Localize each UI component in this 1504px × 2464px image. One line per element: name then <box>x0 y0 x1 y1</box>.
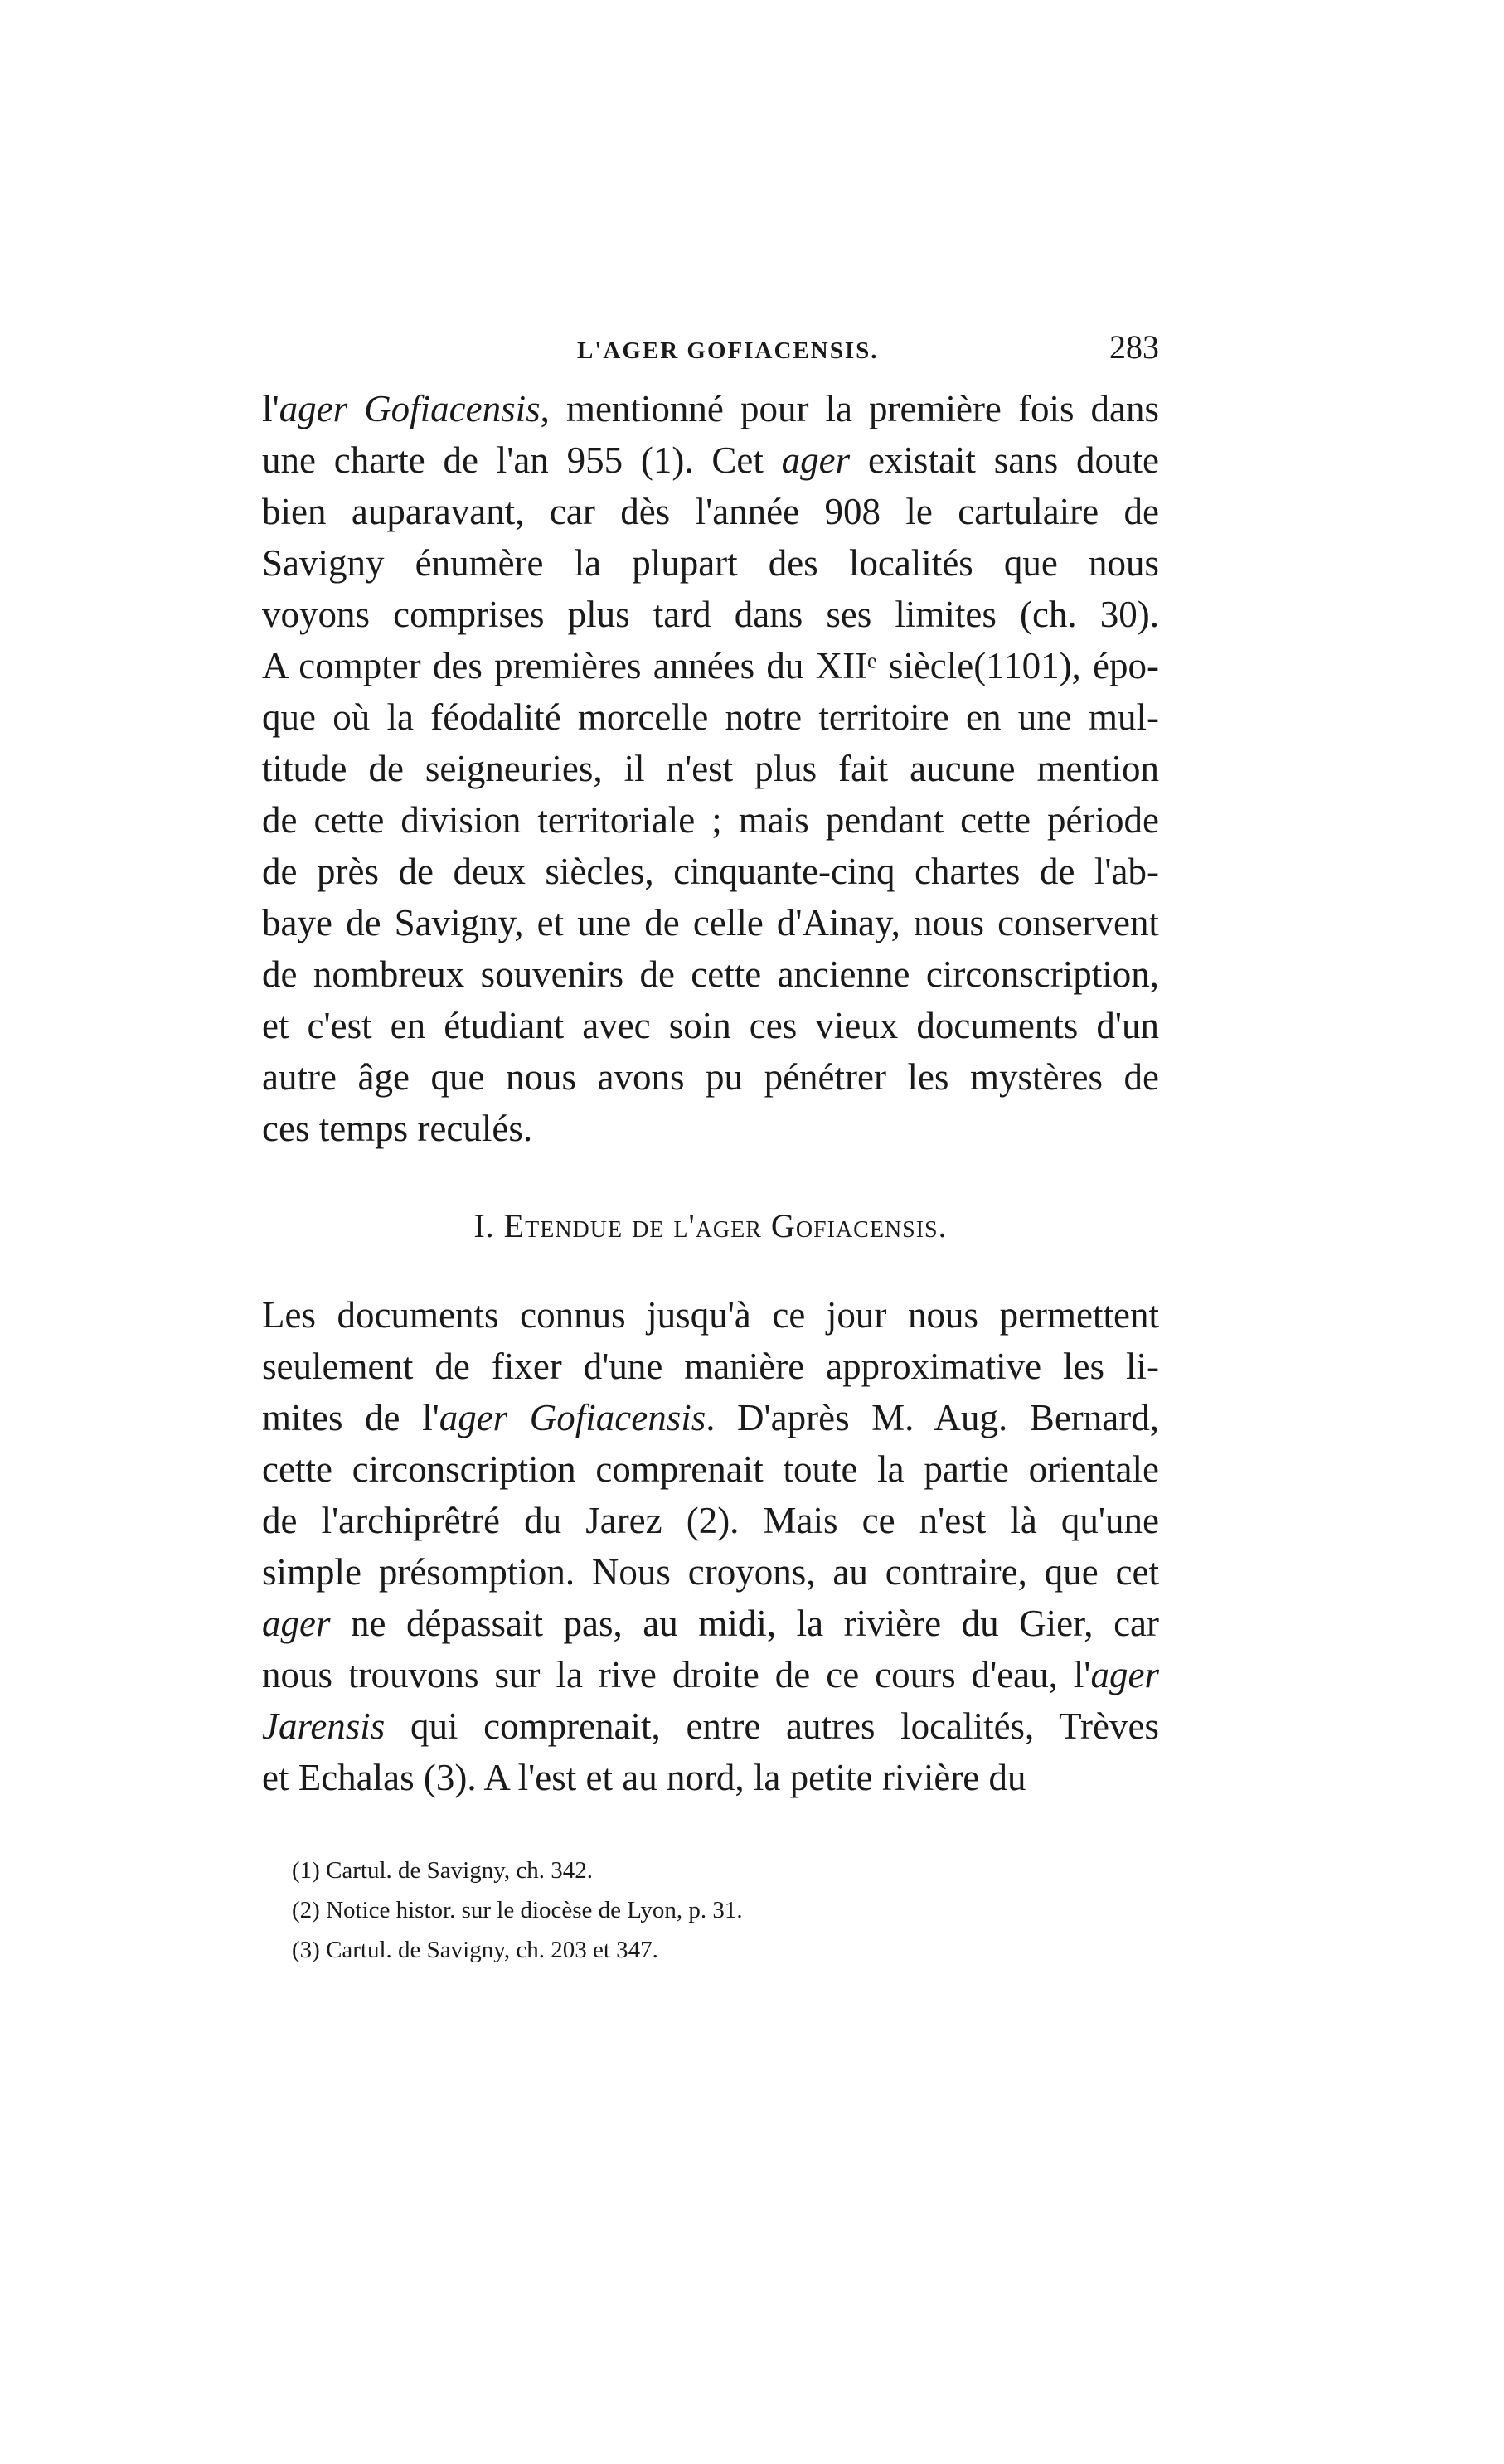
text-line: bien auparavant, car dès l'année 908 le cartulaire de <box>262 491 1159 532</box>
footnote: (3) Cartul. de Savigny, ch. 203 et 347. <box>292 1937 658 1963</box>
text-line: de cette division territoriale ; mais pendant cette période <box>262 799 1159 841</box>
text-run: une charte de l'an 955 (1). Cet <box>262 439 782 481</box>
text-line: baye de Savigny, et une de celle d'Ainay, nous conservent <box>262 902 1159 943</box>
text-line: ces temps reculés. <box>262 1108 533 1149</box>
text-run: qui comprenait, entre autres localités, Trèves <box>385 1705 1159 1747</box>
section-title: Etendue de l'ager Gofiacensis. <box>503 1207 948 1244</box>
footnote: (2) Notice histor. sur le diocèse de Lyon, p. 31. <box>292 1897 743 1923</box>
text-line <box>262 1649 1159 1700</box>
text-run: , mentionné pour la première fois dans <box>540 388 1159 429</box>
italic-run: Jarensis <box>262 1705 386 1747</box>
text-line: Les documents connus jusqu'à ce jour nous permettent <box>262 1294 1159 1336</box>
text-line: voyons comprises plus tard dans ses limites (ch. 30). <box>262 594 1159 635</box>
text-line <box>262 1392 1159 1443</box>
italic-run: ager <box>1090 1654 1159 1695</box>
text-line: et Echalas (3). A l'est et au nord, la petite rivière du <box>262 1757 1026 1798</box>
running-title: L'AGER GOFIACENSIS. <box>577 337 879 364</box>
text-line: que où la féodalité morcelle notre territoire en une mul- <box>262 696 1159 738</box>
section-heading <box>262 1206 1159 1245</box>
text-line: simple présomption. Nous croyons, au contraire, que cet <box>262 1551 1159 1593</box>
italic-run: ager Gofiacensis <box>279 388 541 429</box>
text-line <box>262 1700 1159 1752</box>
page-number: 283 <box>1109 328 1159 366</box>
text-line: titude de seigneuries, il n'est plus fait aucune mention <box>262 748 1159 789</box>
italic-run: ager <box>262 1603 331 1644</box>
text-line: cette circonscription comprenait toute la partie orientale <box>262 1448 1159 1490</box>
text-line <box>262 434 1159 486</box>
text-line: de nombreux souvenirs de cette ancienne circonscription, <box>262 953 1159 995</box>
text-line: et c'est en étudiant avec soin ces vieux documents d'un <box>262 1005 1159 1046</box>
text-line: de l'archiprêtré du Jarez (2). Mais ce n'est là qu'une <box>262 1500 1159 1541</box>
text-line: A compter des premières années du XIIᵉ siècle(1101), épo- <box>262 645 1159 686</box>
text-line <box>262 383 1159 434</box>
text-line: seulement de fixer d'une manière approximative les li- <box>262 1346 1159 1387</box>
text-run: mites de l' <box>262 1397 439 1438</box>
text-run: l' <box>262 388 279 429</box>
footnote: (1) Cartul. de Savigny, ch. 342. <box>292 1857 593 1884</box>
text-line <box>262 1598 1159 1649</box>
text-run: existait sans doute <box>850 439 1159 481</box>
text-line: de près de deux siècles, cinquante-cinq chartes de l'ab- <box>262 851 1159 892</box>
text-run: ne dépassait pas, au midi, la rivière du Gier, car <box>330 1603 1159 1644</box>
running-head <box>262 327 1159 377</box>
italic-run: ager Gofiacensis <box>439 1397 706 1438</box>
text-run: . D'après M. Aug. Bernard, <box>706 1397 1159 1438</box>
italic-run: ager <box>781 439 851 481</box>
text-line: Savigny énumère la plupart des localités que nous <box>262 542 1159 584</box>
text-line: autre âge que nous avons pu pénétrer les mystères de <box>262 1056 1159 1098</box>
section-numeral: I. <box>473 1207 495 1244</box>
text-run: nous trouvons sur la rive droite de ce cours d'eau, l' <box>262 1654 1091 1695</box>
